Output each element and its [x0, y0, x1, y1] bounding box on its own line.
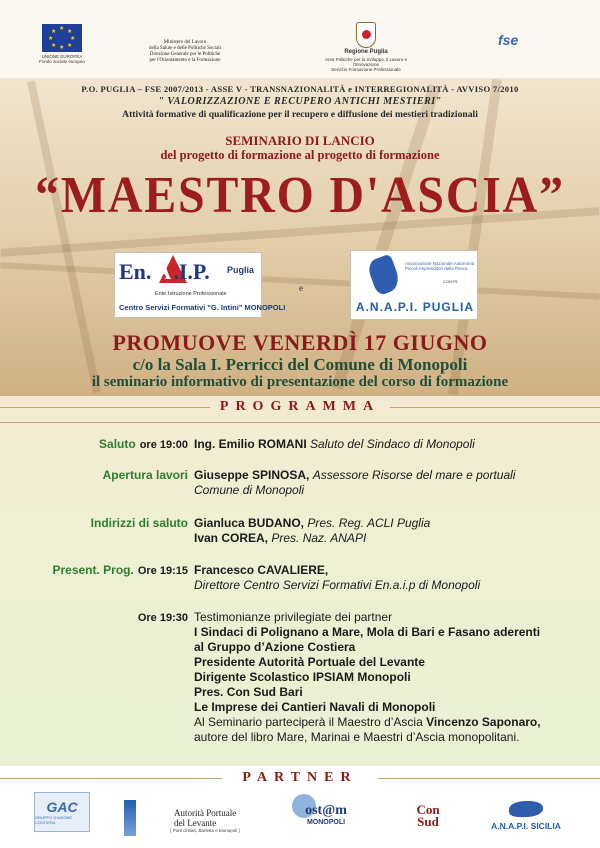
testimony-intro: Testimonianze privilegiate dei partner [194, 610, 393, 624]
enaip-centro: Centro Servizi Formativi "G. Intini" MONOPOLI [119, 303, 286, 312]
row-time: ore 19:00 [139, 439, 188, 451]
closing-name: Vincenzo Saponaro, [426, 715, 541, 729]
project-subtitle: " VALORIZZAZIONE E RECUPERO ANTICHI MESTIERI" [158, 96, 442, 107]
row-body [194, 563, 594, 593]
lighthouse-icon [124, 800, 136, 836]
anapi-puglia-name: A.N.A.P.I. PUGLIA [355, 300, 475, 314]
testimony-item: Pres. Con Sud Bari [194, 685, 303, 699]
speaker-role: Pres. Reg. ACLI Puglia [307, 516, 431, 530]
row-label [52, 563, 188, 577]
regione-logo [318, 22, 414, 72]
main-title: “MAESTRO D'ASCIA” [35, 167, 565, 224]
row-label-text: Saluto [99, 437, 136, 451]
consud-line2: Sud [417, 814, 439, 829]
enaip-en: En. [119, 259, 152, 284]
ministero-text: Ministero del Lavoro della Salute e delle Politiche Sociali Direzione Generale per le Politiche per l'Orientamento e la Formazione [148, 40, 222, 63]
row-label-text: Present. Prog. [52, 563, 134, 577]
event-date: PROMUOVE VENERDÌ 17 GIUGNO [112, 330, 488, 355]
autorita-line2: del Levante [174, 817, 217, 828]
regione-crest-icon [356, 22, 376, 48]
speaker-role-2: Pres. Naz. ANAPI [271, 531, 367, 545]
gac-logo [34, 792, 90, 832]
fse-logo [498, 32, 518, 48]
ostam-logo [286, 794, 366, 834]
row-label-text: Apertura lavori [102, 468, 188, 482]
row-time: Ore 19:30 [137, 612, 188, 624]
testimony-item: Presidente Autorità Portuale del Levante [194, 655, 425, 669]
fse-text: fse [498, 32, 519, 48]
event-description: il seminario informativo di presentazione del corso di formazione [91, 374, 509, 390]
row-label [99, 437, 188, 451]
row-label [91, 516, 188, 530]
con-sud-logo [398, 796, 458, 836]
ministero-logo [140, 40, 230, 64]
row-body [194, 516, 594, 546]
programme-line: P.O. PUGLIA – FSE 2007/2013 - ASSE V - TRANSNAZIONALITÀ e INTERREGIONALITÀ - AVVISO 7/2010 [81, 84, 519, 94]
closing-text: Al Seminario parteciperà il Maestro d’Ascia [194, 715, 423, 729]
anapi-contr: CONTR [443, 279, 458, 284]
speaker-name: Ing. Emilio ROMANI [194, 437, 307, 451]
testimony-item: Le Imprese dei Cantieri Navali di Monopoli [194, 700, 436, 714]
regione-title: Regione Puglia [344, 49, 388, 55]
speaker-role: Direttore Centro Servizi Formativi En.a.i.p di Monopoli [194, 578, 481, 592]
italy-map-icon [366, 254, 403, 297]
anapi-puglia-logo [350, 250, 478, 320]
sicily-map-icon [509, 801, 543, 817]
testimony-item: al Gruppo d’Azione Costiera [194, 640, 356, 654]
activity-line: Attività formative di qualificazione per il recupero e diffusione dei mestieri tradizionali [122, 109, 478, 120]
anapi-sicilia-logo [484, 796, 568, 836]
speaker-name-2: Ivan COREA, [194, 531, 269, 545]
row-body [194, 610, 594, 745]
row-label [103, 468, 188, 482]
event-location: c/o la Sala I. Perricci del Comune di Monopoli [132, 355, 468, 374]
anapi-association: Associazione Nazionale Autonoma Piccoli Imprenditori della Pesca [405, 261, 475, 271]
programme-divider-bottom [0, 422, 600, 423]
gac-sub: GRUPPO D'AZIONE COSTIERA [35, 815, 72, 825]
row-body [194, 437, 594, 452]
enaip-logo [114, 252, 286, 318]
regione-sub: Area Politiche per lo Sviluppo, il Lavoro e l'Innovazione Servizio Formazione Professionale [324, 57, 408, 72]
row-label [138, 610, 188, 624]
speaker-name: Francesco CAVALIERE, [194, 563, 329, 577]
autorita-line1: Autorità Portuale [174, 807, 237, 818]
enaip-ente: Ente Istruzione Professionale [155, 291, 227, 297]
speaker-role-2: Comune di Monopoli [194, 483, 305, 497]
conjunction: e [299, 283, 303, 293]
speaker-name: Giuseppe SPINOSA, [194, 468, 310, 482]
enaip-ip: .I.P. [173, 259, 210, 284]
enaip-region: Puglia [227, 265, 255, 275]
row-time: Ore 19:15 [137, 565, 188, 577]
row-label-text: Indirizzi di saluto [90, 516, 188, 530]
gac-text: GAC [46, 799, 78, 815]
enaip-a: A [155, 259, 172, 284]
speaker-role: Assessore Risorse del mare e portuali [312, 468, 516, 482]
speaker-role: Saluto del Sindaco di Monopoli [310, 437, 475, 451]
partner-heading: PARTNER [222, 770, 378, 786]
ostam-city: MONOPOLI [306, 818, 346, 826]
header-logo-band [0, 0, 600, 78]
ostam-text: ost@m [305, 802, 347, 818]
seminario-heading: SEMINARIO DI LANCIO [225, 133, 375, 148]
speaker-name: Gianluca BUDANO, [194, 516, 305, 530]
eu-logo [32, 24, 92, 64]
closing-text-2: autore del libro Mare, Marinai e Maestri d’Ascia monopolitani. [194, 730, 520, 744]
testimony-item: I Sindaci di Polignano a Mare, Mola di Bari e Fasano aderenti [194, 625, 541, 639]
programme-heading: PROGRAMMA [210, 399, 390, 415]
seminario-subheading: del progetto di formazione al progetto di formazione [160, 148, 440, 162]
eu-caption: UNIONE EUROPEA Fondo sociale europeo [39, 54, 85, 64]
autorita-line3: ( Porti di Bari, Barletta e Monopoli ) [170, 827, 241, 833]
anapi-sicilia-name: A.N.A.P.I. SICILIA [491, 821, 561, 831]
consud-line1: Con [416, 802, 440, 817]
eu-flag-icon: ★ ★ ★ ★ ★ ★ ★ ★ [42, 24, 82, 52]
enaip-wordmark [119, 259, 210, 285]
autorita-portuale-logo [120, 800, 260, 840]
testimony-item: Dirigente Scolastico IPSIAM Monopoli [194, 670, 411, 684]
row-body [194, 468, 594, 498]
